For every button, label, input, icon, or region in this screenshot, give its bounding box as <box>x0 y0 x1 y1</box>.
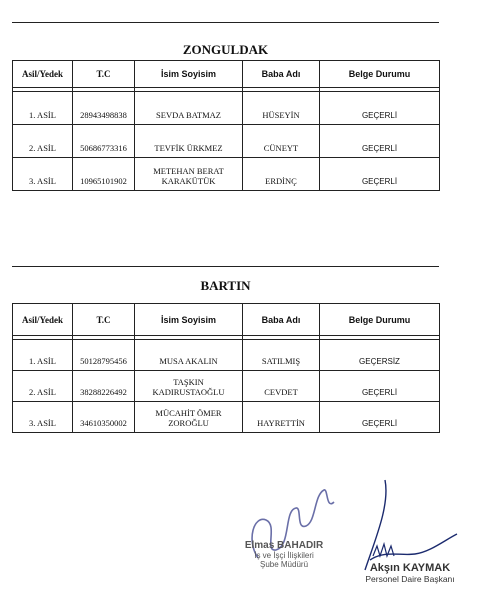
header-cell: Baba Adı <box>243 61 320 88</box>
cell-status: GEÇERLİ <box>320 125 440 158</box>
header-cell: T.C <box>73 61 135 88</box>
cell-name: TEVFİK ÜRKMEZ <box>135 125 243 158</box>
header-cell: İsim Soyisim <box>135 304 243 336</box>
cell-father: SATILMIŞ <box>243 340 320 371</box>
header-cell: T.C <box>73 304 135 336</box>
cell-status: GEÇERLİ <box>320 92 440 125</box>
cell-father: HÜSEYİN <box>243 92 320 125</box>
table-row <box>13 92 440 125</box>
signature-left <box>224 540 344 569</box>
cell-tc: 28943498838 <box>73 92 135 125</box>
table-row <box>13 340 440 371</box>
cell-status: GEÇERSİZ <box>320 340 440 371</box>
header-cell: Belge Durumu <box>320 61 440 88</box>
header-cell: Belge Durumu <box>320 304 440 336</box>
cell-name: METEHAN BERAT KARAKÜTÜK <box>135 158 243 191</box>
table-row <box>13 158 440 191</box>
cell-rank: 2. ASİL <box>13 125 73 158</box>
signatory-title: İş ve İşçi İlişkileri <box>254 551 314 560</box>
header-cell: Baba Adı <box>243 304 320 336</box>
signatory-name: Elmas BAHADIR <box>244 540 324 551</box>
cell-tc: 10965101902 <box>73 158 135 191</box>
cell-rank: 1. ASİL <box>13 340 73 371</box>
cell-rank: 1. ASİL <box>13 92 73 125</box>
header-cell: İsim Soyisim <box>135 61 243 88</box>
cell-name: MUSA AKALIN <box>135 340 243 371</box>
table-header-row <box>13 304 440 336</box>
cell-rank: 3. ASİL <box>13 402 73 433</box>
cell-tc: 34610350002 <box>73 402 135 433</box>
cell-tc: 50128795456 <box>73 340 135 371</box>
cell-tc: 50686773316 <box>73 125 135 158</box>
cell-rank: 2. ASİL <box>13 371 73 402</box>
cell-tc: 38288226492 <box>73 371 135 402</box>
section-title: BARTIN <box>200 278 251 293</box>
cell-father: CÜNEYT <box>243 125 320 158</box>
cell-father: HAYRETTİN <box>243 402 320 433</box>
section-top-rule <box>12 22 439 23</box>
signatory-title: Personel Daire Başkanı <box>365 574 455 584</box>
cell-status: GEÇERLİ <box>320 158 440 191</box>
cell-name: SEVDA BATMAZ <box>135 92 243 125</box>
cell-name: TAŞKIN KADIRUSTAOĞLU <box>135 371 243 402</box>
cell-status: GEÇERLİ <box>320 371 440 402</box>
table-header-row <box>13 61 440 88</box>
cell-father: CEVDET <box>243 371 320 402</box>
cell-status: GEÇERLİ <box>320 402 440 433</box>
candidate-table <box>12 303 440 433</box>
cell-rank: 3. ASİL <box>13 158 73 191</box>
zonguldak-section <box>12 22 439 202</box>
cell-father: ERDİNÇ <box>243 158 320 191</box>
signatory-title: Şube Müdürü <box>259 560 309 569</box>
table-row <box>13 402 440 433</box>
signatory-name: Akşın KAYMAK <box>369 562 451 574</box>
table-row <box>13 371 440 402</box>
bartin-section <box>12 266 439 446</box>
table-row <box>13 125 440 158</box>
header-cell: Asil/Yedek <box>13 61 73 88</box>
section-top-rule <box>12 266 439 267</box>
header-cell: Asil/Yedek <box>13 304 73 336</box>
cell-name: MÜCAHİT ÖMER ZOROĞLU <box>135 402 243 433</box>
signature-right <box>350 562 470 584</box>
section-title: ZONGULDAK <box>182 42 269 57</box>
candidate-table <box>12 60 440 191</box>
